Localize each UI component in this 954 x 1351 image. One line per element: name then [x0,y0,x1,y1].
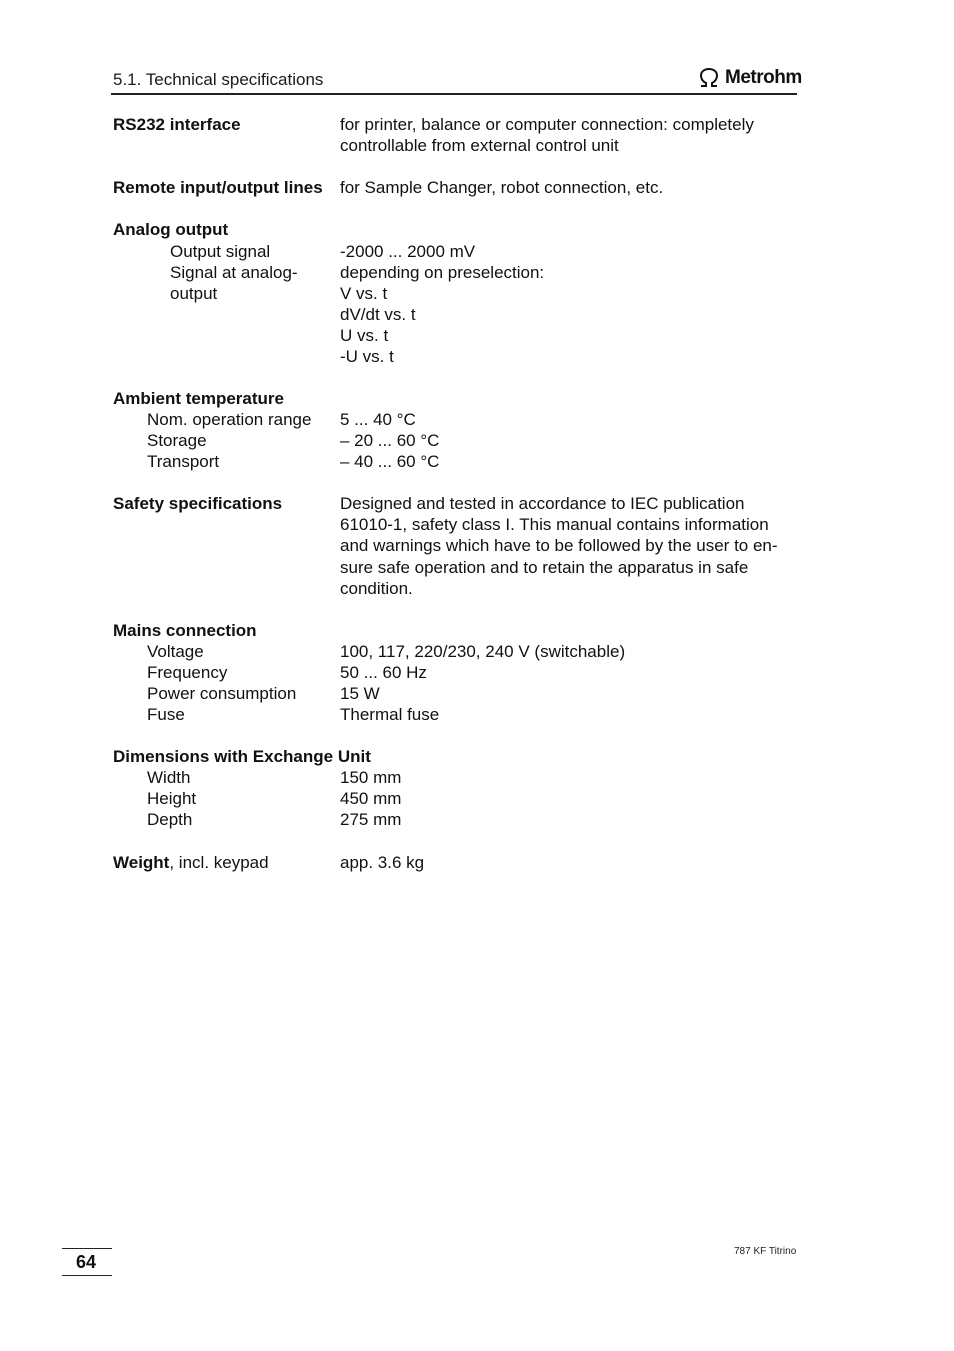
ambient-row-label: Transport [147,452,220,471]
mains-row-value: Thermal fuse [340,705,440,724]
manual-title: 787 KF Titrino [734,1246,797,1257]
mains-row-label: Power consumption [147,684,297,703]
signal-analog-value: depending on preselection: [340,263,545,282]
signal-analog-label: output [170,284,218,303]
dimensions-row-label: Width [147,768,191,787]
ambient-row-label: Nom. operation range [147,410,312,429]
output-signal-label: Output signal [170,242,271,261]
safety-text-line: Designed and tested in accordance to IEC publication [340,494,745,513]
signal-analog-value: V vs. t [340,284,388,303]
dimensions-row-label: Height [147,789,197,808]
logo-text: Metrohm [725,67,802,88]
safety-label: Safety specifications [113,494,283,513]
page-number: 64 [76,1252,97,1272]
remote-label: Remote input/output lines [113,178,323,197]
signal-analog-value: U vs. t [340,326,389,345]
rs232-label: RS232 interface [113,115,241,134]
ambient-row-value: – 20 ... 60 °C [340,431,440,450]
footer-divider [62,1248,112,1249]
output-signal-value: -2000 ... 2000 mV [340,242,476,261]
signal-analog-value: -U vs. t [340,347,394,366]
dimensions-row-value: 450 mm [340,789,402,808]
mains-row-label: Fuse [147,705,185,724]
remote-value: for Sample Changer, robot connection, etc. [340,178,664,197]
ambient-label: Ambient temperature [113,389,284,408]
rs232-value-line: controllable from external control unit [340,136,619,155]
safety-text-line: sure safe operation and to retain the apparatus in safe [340,558,749,577]
safety-text-line: condition. [340,579,413,598]
mains-row-value: 100, 117, 220/230, 240 V (switchable) [340,642,626,661]
mains-label: Mains connection [113,621,257,640]
dimensions-label: Dimensions with Exchange Unit [113,747,371,766]
section-title: 5.1. Technical specifications [113,70,324,89]
safety-text-line: and warnings which have to be followed by the user to en- [340,536,778,555]
header-divider [111,93,797,95]
dimensions-row-label: Depth [147,810,193,829]
dimensions-row-value: 275 mm [340,810,402,829]
safety-text-line: 61010-1, safety class I. This manual contains information [340,515,769,534]
weight-label-bold: Weight [113,853,170,872]
signal-analog-label: Signal at analog- [170,263,298,282]
signal-analog-value: dV/dt vs. t [340,305,416,324]
footer-divider [62,1275,112,1276]
dimensions-row-value: 150 mm [340,768,402,787]
ambient-row-value: 5 ... 40 °C [340,410,416,429]
mains-row-value: 15 W [340,684,380,703]
rs232-value-line: for printer, balance or computer connection: completely [340,115,754,134]
mains-row-label: Frequency [147,663,228,682]
analog-label: Analog output [113,220,229,239]
ambient-row-label: Storage [147,431,207,450]
mains-row-value: 50 ... 60 Hz [340,663,427,682]
metrohm-logo [697,67,802,89]
ambient-row-value: – 40 ... 60 °C [340,452,440,471]
weight-label-rest: , incl. keypad [169,853,269,872]
mains-row-label: Voltage [147,642,204,661]
omega-icon [697,67,721,89]
weight-label [113,852,269,873]
weight-value: app. 3.6 kg [340,853,425,872]
